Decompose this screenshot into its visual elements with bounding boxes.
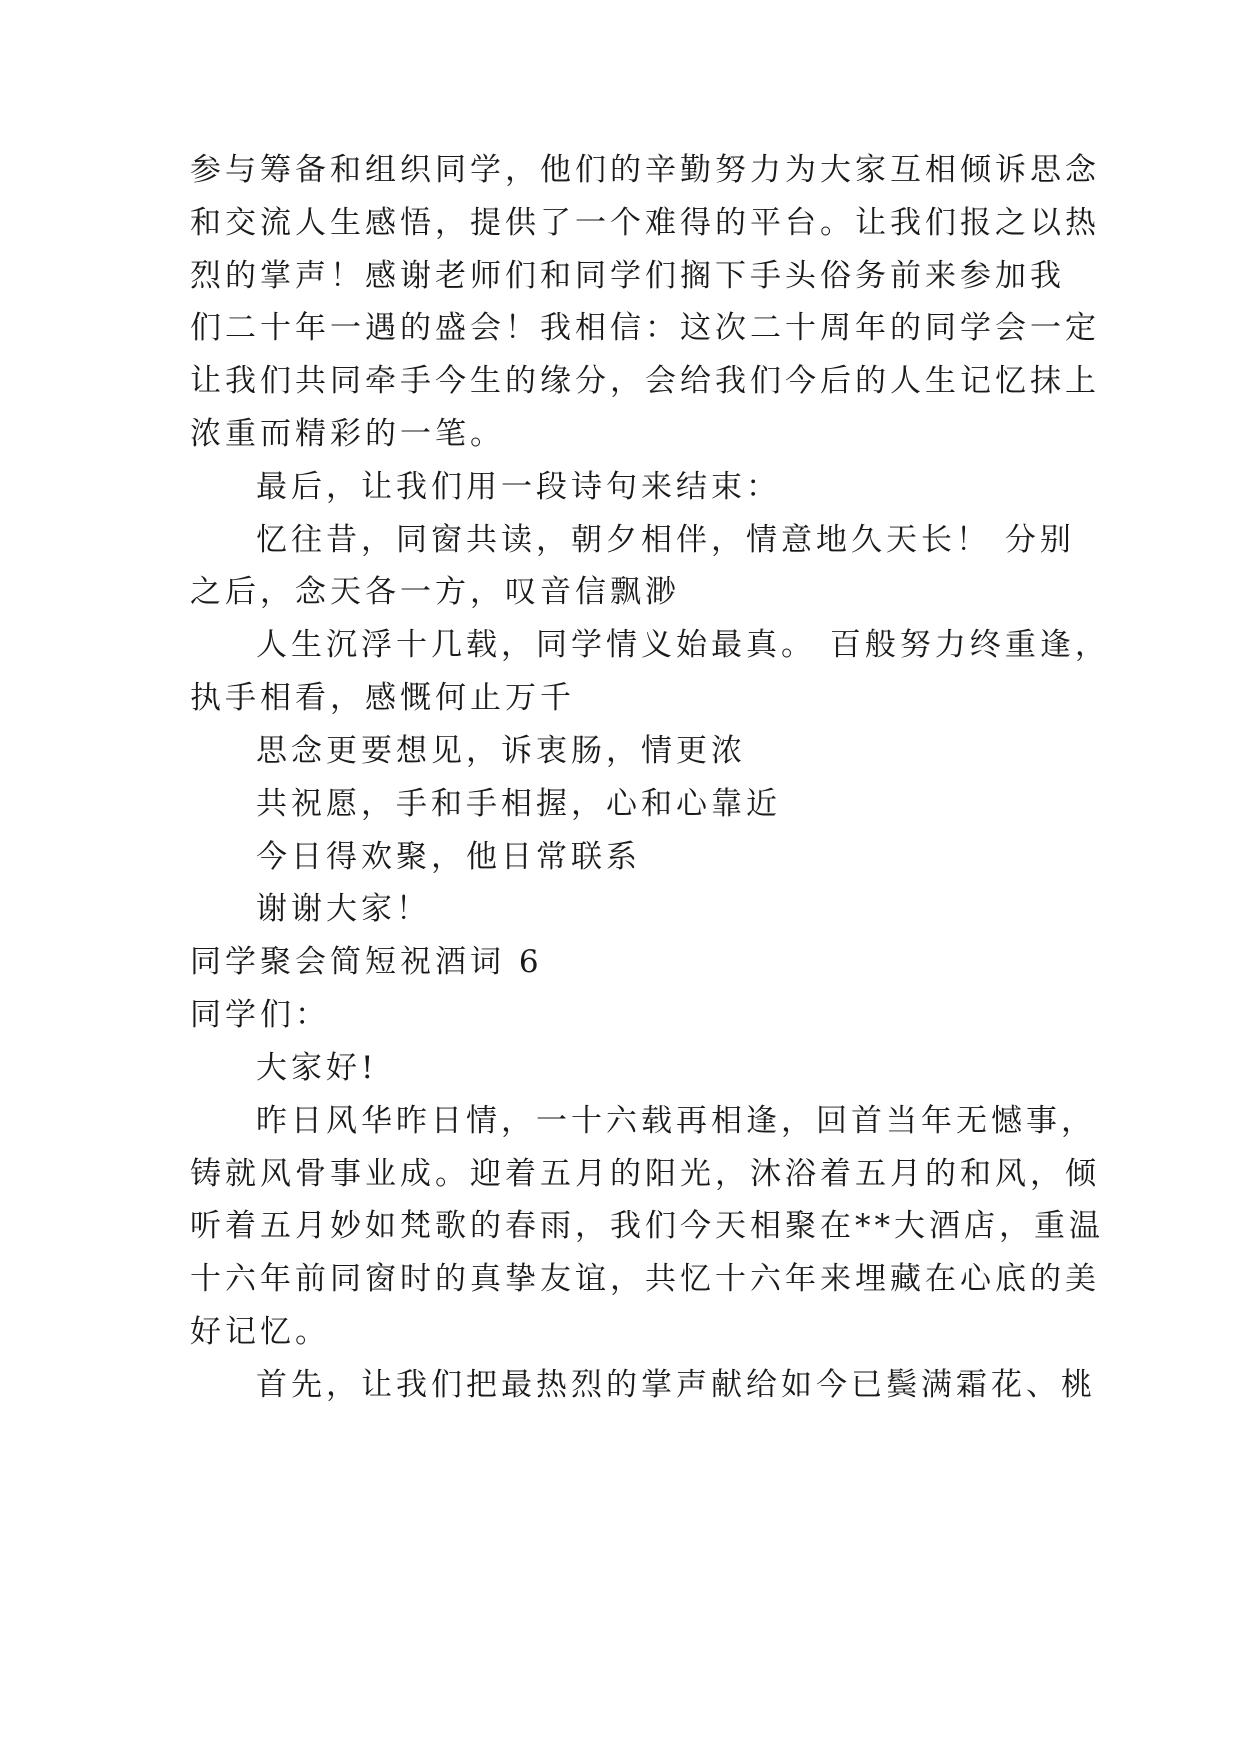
body-text-line: 昨日风华昨日情，一十六载再相逢，回首当年无憾事，: [256, 1103, 1096, 1139]
poem-line: 思念更要想见，诉衷肠，情更浓: [256, 733, 746, 769]
body-text-line: 好记忆。: [190, 1314, 330, 1350]
greeting: 大家好!: [256, 1050, 378, 1086]
body-text-line: 首先，让我们把最热烈的掌声献给如今已鬓满霜花、桃: [256, 1367, 1096, 1403]
body-text-line: 烈的掌声！感谢老师们和同学们搁下手头俗务前来参加我: [190, 258, 1065, 294]
body-text-line: 十六年前同窗时的真挚友谊，共忆十六年来埋藏在心底的美: [190, 1261, 1100, 1297]
body-text-line: 参与筹备和组织同学，他们的辛勤努力为大家互相倾诉思念: [190, 152, 1100, 188]
poem-line: 执手相看，感慨何止万千: [190, 680, 575, 716]
body-text-line: 和交流人生感悟，提供了一个难得的平台。让我们报之以热: [190, 205, 1100, 241]
body-text-line: 浓重而精彩的一笔。: [190, 416, 505, 452]
poem-line: 忆往昔，同窗共读，朝夕相伴，情意地久天长！ 分别: [256, 522, 1075, 558]
body-text-line: 铸就风骨事业成。迎着五月的阳光，沐浴着五月的和风，倾: [190, 1156, 1100, 1192]
section-heading: 同学聚会简短祝酒词 6: [190, 944, 543, 980]
poem-line: 之后，念天各一方，叹音信飘渺: [190, 574, 680, 610]
closing-line: 谢谢大家！: [256, 891, 431, 927]
salutation: 同学们：: [190, 997, 330, 1033]
body-text-line: 们二十年一遇的盛会！我相信：这次二十周年的同学会一定: [190, 310, 1100, 346]
body-text-line: 听着五月妙如梵歌的春雨，我们今天相聚在**大酒店，重温: [190, 1208, 1104, 1244]
poem-line: 共祝愿，手和手相握，心和心靠近: [256, 786, 781, 822]
body-text-line: 让我们共同牵手今生的缘分，会给我们今后的人生记忆抹上: [190, 363, 1100, 399]
poem-line: 今日得欢聚，他日常联系: [256, 839, 641, 875]
body-text-line: 最后，让我们用一段诗句来结束：: [256, 469, 781, 505]
poem-line: 人生沉浮十几载，同学情义始最真。 百般努力终重逢，: [256, 627, 1110, 663]
